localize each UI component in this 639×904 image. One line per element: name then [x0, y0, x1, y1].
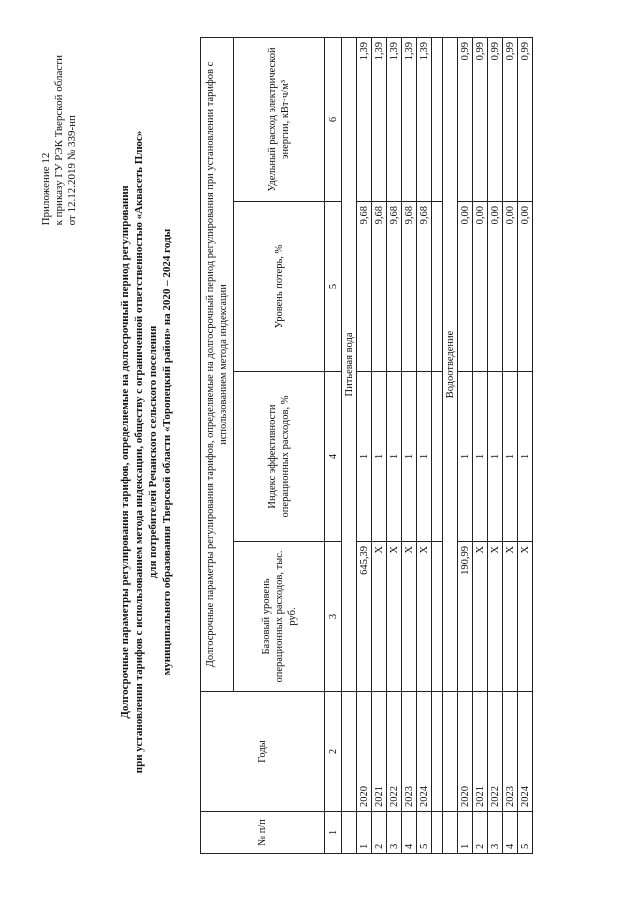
empty-cell — [432, 37, 443, 201]
empty-cell — [432, 202, 443, 372]
loss-level-cell: 9,68 — [402, 202, 417, 372]
empty-cell — [443, 692, 458, 812]
energy-consumption-cell: 0,99 — [518, 37, 533, 201]
section-gap — [432, 37, 443, 853]
base-cost-cell: 190,99 — [458, 542, 473, 692]
efficiency-index-cell: 1 — [503, 372, 518, 542]
header-loss-level: Уровень потерь, % — [234, 202, 325, 372]
row-year: 2020 — [458, 692, 473, 812]
column-number: 2 — [325, 692, 342, 812]
tariff-parameters-table — [200, 37, 533, 854]
energy-consumption-cell: 1,39 — [417, 37, 432, 201]
row-number: 4 — [503, 812, 518, 854]
efficiency-index-cell: 1 — [458, 372, 473, 542]
energy-consumption-cell: 0,99 — [473, 37, 488, 201]
title-line-4: муниципального образования Тверской области «Торопецкий район» на 2020 – 2024 годы — [161, 228, 173, 676]
table-row — [387, 37, 402, 853]
table-body — [342, 37, 533, 853]
base-cost-cell: X — [503, 542, 518, 692]
header-base-cost: Базовый уровень операционных расходов, тыс. руб. — [234, 542, 325, 692]
efficiency-index-cell: 1 — [417, 372, 432, 542]
efficiency-index-cell: 1 — [488, 372, 503, 542]
loss-level-cell: 0,00 — [503, 202, 518, 372]
table-row — [458, 37, 473, 853]
base-cost-cell: X — [518, 542, 533, 692]
section-name: Водоотведение — [443, 37, 458, 691]
table-row — [402, 37, 417, 853]
row-year: 2020 — [357, 692, 372, 812]
base-cost-cell: X — [417, 542, 432, 692]
efficiency-index-cell: 1 — [402, 372, 417, 542]
row-year: 2021 — [372, 692, 387, 812]
table-row — [518, 37, 533, 853]
row-year: 2022 — [488, 692, 503, 812]
row-number: 4 — [402, 812, 417, 854]
table-row — [417, 37, 432, 853]
base-cost-cell: X — [387, 542, 402, 692]
column-number: 3 — [325, 542, 342, 692]
loss-level-cell: 9,68 — [417, 202, 432, 372]
section-name: Питьевая вода — [342, 37, 357, 691]
loss-level-cell: 0,00 — [488, 202, 503, 372]
row-number: 2 — [372, 812, 387, 854]
energy-consumption-cell: 1,39 — [372, 37, 387, 201]
row-year: 2021 — [473, 692, 488, 812]
base-cost-cell: X — [402, 542, 417, 692]
row-year: 2024 — [518, 692, 533, 812]
loss-level-cell: 0,00 — [458, 202, 473, 372]
loss-level-cell: 9,68 — [387, 202, 402, 372]
title-line-3: для потребителей Речанского сельского поселения — [147, 325, 159, 579]
column-number: 6 — [325, 37, 342, 201]
row-year: 2024 — [417, 692, 432, 812]
base-cost-cell: X — [372, 542, 387, 692]
appendix-line-3: от 12.12.2019 № 339-нп — [66, 115, 78, 226]
row-number: 1 — [357, 812, 372, 854]
column-number: 4 — [325, 372, 342, 542]
column-numbers-row — [325, 37, 342, 853]
row-number: 1 — [458, 812, 473, 854]
header-energy-consumption: Удельный расход электрической энергии, кВт·ч/м³ — [234, 37, 325, 201]
header-group: Долгосрочные параметры регулирования тарифов, определяемые на долгосрочный период регулирования при установлении тарифов с использованием метода индексации — [201, 37, 234, 691]
section-header-row — [342, 37, 357, 853]
table-row — [503, 37, 518, 853]
title-line-1: Долгосрочные параметры регулирования тарифов, определяемые на долгосрочный период регулирования — [119, 185, 131, 719]
efficiency-index-cell: 1 — [372, 372, 387, 542]
section-header-row — [443, 37, 458, 853]
table-row — [473, 37, 488, 853]
row-number: 3 — [488, 812, 503, 854]
header-efficiency-index: Индекс эффективности операционных расходов, % — [234, 372, 325, 542]
empty-cell — [443, 812, 458, 854]
table-row — [357, 37, 372, 853]
loss-level-cell: 9,68 — [372, 202, 387, 372]
efficiency-index-cell: 1 — [473, 372, 488, 542]
loss-level-cell: 9,68 — [357, 202, 372, 372]
base-cost-cell: X — [473, 542, 488, 692]
empty-cell — [432, 372, 443, 542]
appendix-note — [40, 55, 79, 225]
empty-cell — [432, 812, 443, 854]
base-cost-cell: X — [488, 542, 503, 692]
row-number: 5 — [417, 812, 432, 854]
efficiency-index-cell: 1 — [357, 372, 372, 542]
column-number: 5 — [325, 202, 342, 372]
row-year: 2023 — [503, 692, 518, 812]
energy-consumption-cell: 1,39 — [402, 37, 417, 201]
header-years: Годы — [201, 692, 325, 812]
loss-level-cell: 0,00 — [518, 202, 533, 372]
appendix-line-1: Приложение 12 — [40, 152, 52, 226]
energy-consumption-cell: 1,39 — [387, 37, 402, 201]
table-row — [488, 37, 503, 853]
row-number: 5 — [518, 812, 533, 854]
row-year: 2023 — [402, 692, 417, 812]
table-row — [372, 37, 387, 853]
energy-consumption-cell: 0,99 — [458, 37, 473, 201]
energy-consumption-cell: 1,39 — [357, 37, 372, 201]
document-title — [118, 90, 174, 814]
efficiency-index-cell: 1 — [387, 372, 402, 542]
energy-consumption-cell: 0,99 — [503, 37, 518, 201]
row-year: 2022 — [387, 692, 402, 812]
appendix-line-2: к приказу ГУ РЭК Тверской области — [53, 55, 65, 226]
row-number: 3 — [387, 812, 402, 854]
efficiency-index-cell: 1 — [518, 372, 533, 542]
row-number: 2 — [473, 812, 488, 854]
empty-cell — [432, 542, 443, 692]
empty-cell — [432, 692, 443, 812]
column-number: 1 — [325, 812, 342, 854]
energy-consumption-cell: 0,99 — [488, 37, 503, 201]
header-num: № п/п — [201, 812, 325, 854]
empty-cell — [342, 812, 357, 854]
base-cost-cell: 645,39 — [357, 542, 372, 692]
empty-cell — [342, 692, 357, 812]
title-line-2: при установлении тарифов с использованием метода индексации, обществу с ограниченной ответственностью «Аквасеть Плюс» — [133, 130, 145, 774]
loss-level-cell: 0,00 — [473, 202, 488, 372]
